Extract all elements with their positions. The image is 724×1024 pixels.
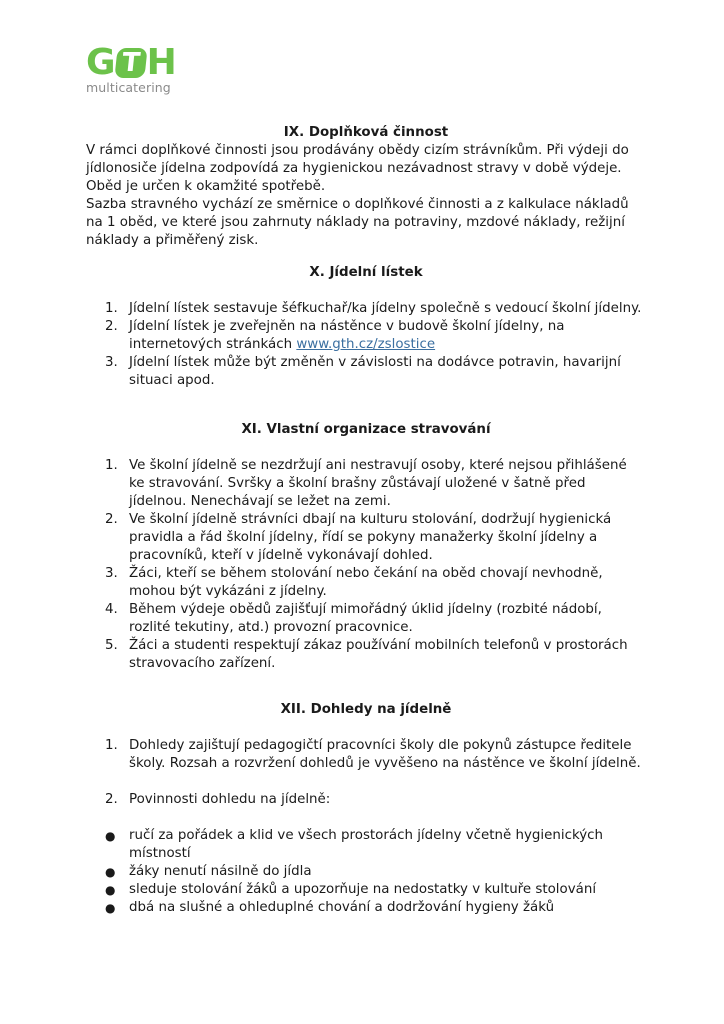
website-link[interactable]: www.gth.cz/zslostice bbox=[296, 337, 436, 352]
bullet-item bbox=[86, 863, 646, 881]
bullet-icon: ● bbox=[105, 829, 116, 843]
list-item bbox=[86, 511, 646, 565]
section-xi bbox=[86, 421, 646, 673]
bullet-item bbox=[86, 827, 646, 863]
bullet-icon: ● bbox=[105, 865, 116, 879]
list-item bbox=[86, 565, 646, 601]
list-number: 2. bbox=[105, 512, 118, 527]
bullet-item-text: ručí za pořádek a klid ve všech prostorách jídelny včetně hygienických místností bbox=[129, 828, 604, 861]
bullet-item bbox=[86, 899, 646, 917]
list-item bbox=[86, 601, 646, 637]
bullet-item-text: žáky nenutí násilně do jídla bbox=[129, 864, 312, 879]
supervision-duties-list bbox=[86, 827, 646, 917]
section-ix-title: IX. Doplňková činnost bbox=[283, 125, 449, 140]
list-number: 5. bbox=[105, 638, 118, 653]
list-item-text: Žáci a studenti respektují zákaz používání mobilních telefonů v prostorách stravovacího zařízení. bbox=[129, 638, 628, 671]
section-xii bbox=[86, 701, 646, 917]
list-item bbox=[86, 457, 646, 511]
list-item-text: Dohledy zajištují pedagogičtí pracovníci školy dle pokynů zástupce ředitele školy. Rozsah a rozvržení dohledů je vyvěšeno na nástěnce ve školní jídelně. bbox=[129, 738, 641, 771]
list-item-text: Během výdeje obědů zajišťují mimořádný úklid jídelny (rozbité nádobí, rozlité tekutiny, atd.) provozní pracovnice. bbox=[129, 602, 602, 635]
section-x-title: X. Jídelní lístek bbox=[309, 265, 423, 280]
list-number: 1. bbox=[105, 738, 118, 753]
list-item-text: Povinnosti dohledu na jídelně: bbox=[129, 792, 331, 807]
section-xii-title: XII. Dohledy na jídelně bbox=[280, 702, 452, 717]
list-item bbox=[86, 300, 646, 318]
list-item-text: Ve školní jídelně strávníci dbají na kulturu stolování, dodržují hygienická pravidla a řád školní jídelny, řídí se pokyny manažerky školní jídelny a pracovníků, kteří v jídelně vykonávají dohled. bbox=[129, 512, 612, 563]
organization-rules-list bbox=[86, 457, 646, 673]
bullet-item bbox=[86, 881, 646, 899]
supervision-list bbox=[86, 737, 646, 809]
section-ix bbox=[86, 124, 646, 250]
list-number: 4. bbox=[105, 602, 118, 617]
list-item-text: Jídelní lístek je zveřejněn na nástěnce v budově školní jídelny, na internetových stránkách bbox=[129, 319, 565, 352]
logo-letter-t: T bbox=[114, 48, 147, 78]
gth-logo bbox=[86, 42, 186, 98]
list-item bbox=[86, 354, 646, 390]
bullet-item-text: sleduje stolování žáků a upozorňuje na nedostatky v kultuře stolování bbox=[129, 882, 597, 897]
logo-letter-h: H bbox=[146, 42, 176, 83]
list-number: 2. bbox=[105, 319, 118, 334]
list-item bbox=[86, 737, 646, 773]
list-item bbox=[86, 791, 646, 809]
list-number: 3. bbox=[105, 355, 118, 370]
list-number: 2. bbox=[105, 792, 118, 807]
list-number: 1. bbox=[105, 301, 118, 316]
list-number: 1. bbox=[105, 458, 118, 473]
logo-mark bbox=[86, 42, 186, 83]
section-x bbox=[86, 264, 646, 390]
bullet-icon: ● bbox=[105, 883, 116, 897]
list-item bbox=[86, 637, 646, 673]
section-ix-paragraph: V rámci doplňkové činnosti jsou prodávány obědy cizím strávníkům. Při výdeji do jídlonosiče jídelna zodpovídá za hygienickou nezávadnost stravy v době výdeje. Oběd je určen k okamžité spotřebě. bbox=[86, 143, 629, 194]
logo-subtitle: multicatering bbox=[86, 80, 171, 95]
logo-letter-g: G bbox=[86, 42, 115, 83]
list-item-text: Ve školní jídelně se nezdržují ani nestravují osoby, které nejsou přihlášené ke stravování. Svršky a školní brašny zůstávají uložené v šatně před jídelnou. Nenechávají se ležet na zemi. bbox=[129, 458, 627, 509]
list-item-text: Žáci, kteří se během stolování nebo čekání na oběd chovají nevhodně, mohou být vykázáni z jídelny. bbox=[129, 566, 603, 599]
bullet-icon: ● bbox=[105, 901, 116, 915]
list-item bbox=[86, 318, 646, 354]
section-xi-title: XI. Vlastní organizace stravování bbox=[241, 422, 491, 437]
list-number: 3. bbox=[105, 566, 118, 581]
list-item-text: Jídelní lístek sestavuje šéfkuchař/ka jídelny společně s vedoucí školní jídelny. bbox=[129, 301, 642, 316]
list-item-text: Jídelní lístek může být změněn v závislosti na dodávce potravin, havarijní situaci apod. bbox=[129, 355, 621, 388]
bullet-item-text: dbá na slušné a ohleduplné chování a dodržování hygieny žáků bbox=[129, 900, 555, 915]
menu-rules-list bbox=[86, 300, 646, 390]
section-ix-paragraph: Sazba stravného vychází ze směrnice o doplňkové činnosti a z kalkulace nákladů na 1 oběd, ve které jsou zahrnuty náklady na potraviny, mzdové náklady, režijní náklady a přiměřený zisk. bbox=[86, 197, 629, 248]
